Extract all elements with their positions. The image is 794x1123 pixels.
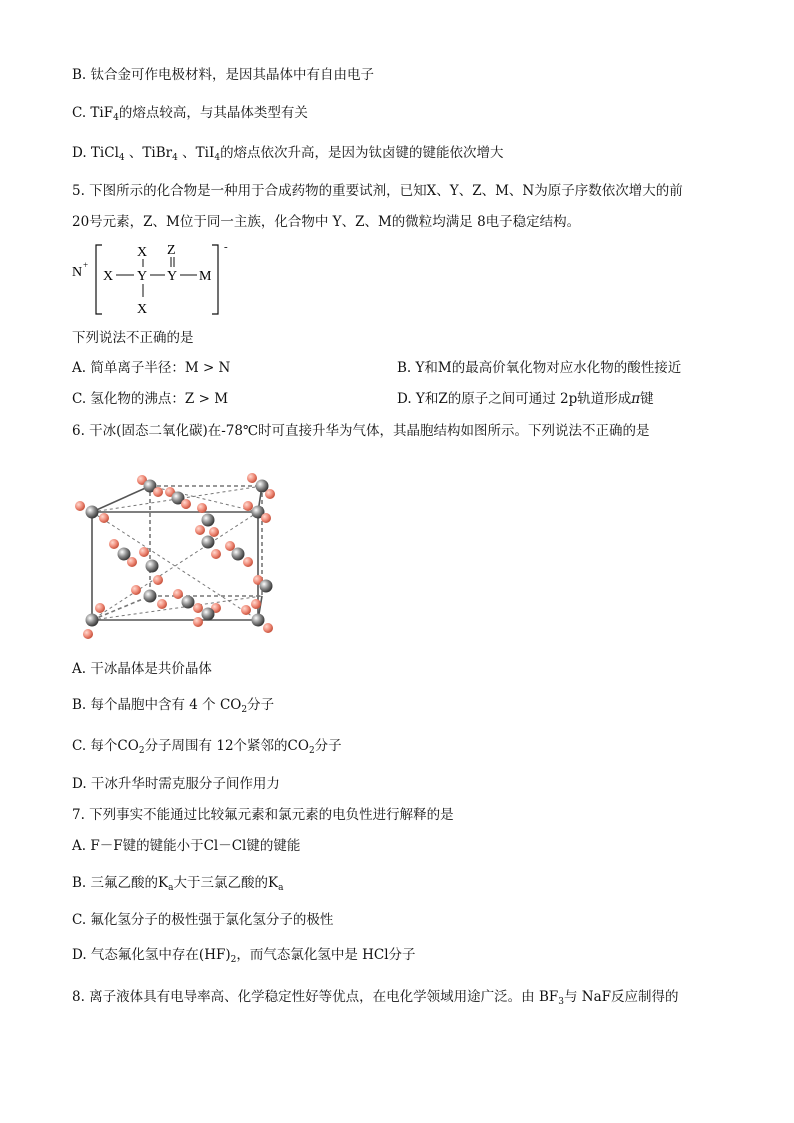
q5-option-c: C. 氢化物的沸点：Z > M [72,391,229,407]
q6-option-b: B. 每个晶胞中含有 4 个 $CO_2$分子 [72,697,275,715]
q7-option-d: D. 气态氟化氢中存在$(HF)_2$，而气态氯化氢中是 HCl分子 [72,947,416,965]
q7-option-b: B. 三氟乙酸的$K_a$大于三氯乙酸的$K_a$ [72,875,284,893]
atom-y-right: Y [167,269,178,284]
atom-x-bottom: X [137,302,148,317]
q6-option-d: D. 干冰升华时需克服分子间作用力 [72,776,280,792]
q7-stem: 7. 下列事实不能通过比较氟元素和氯元素的电负性进行解释的是 [72,807,454,823]
q4-option-d: D. TiCl$_4$ 、TiBr$_4$ 、TiI$_4$的熔点依次升高，是因为钛卤键的键能依次增大 [72,145,504,163]
bracket-right [212,245,218,314]
q6-option-c: C. 每个$CO_2$分子周围有 12个紧邻的$CO_2$分子 [72,738,342,756]
q7-option-a: A. F－F键的键能小于Cl－Cl键的键能 [72,838,301,854]
q5-option-a: A. 简单离子半径：M > N [72,360,231,376]
q4-option-b: B. 钛合金可作电极材料，是因其晶体中有自由电子 [72,67,375,83]
q6-option-a: A. 干冰晶体是共价晶体 [72,661,212,677]
atom-x-left: X [103,269,114,284]
q7-option-c: C. 氟化氢分子的极性强于氯化氢分子的极性 [72,912,334,928]
q4-option-c: C. TiF$_4$的熔点较高，与其晶体类型有关 [72,105,308,123]
dry-ice-unit-cell-figure [70,468,282,646]
anion-charge: - [224,241,228,253]
cation-n: N [72,265,83,280]
q5-option-d: D. Y和Z的原子之间可通过 2p轨道形成π键 [397,391,654,407]
q8-stem: 8. 离子液体具有电导率高、化学稳定性好等优点，在电化学领域用途广泛。由 $BF_3$与 NaF反应制得的 [72,989,679,1007]
cation-charge: + [83,260,89,270]
q5-stem-line2: 20号元素，Z、M位于同一主族，化合物中 Y、Z、M的微粒均满足 8电子稳定结构。 [72,214,581,230]
bracket-left [96,245,102,314]
q5-ask: 下列说法不正确的是 [72,330,194,346]
q6-stem: 6. 干冰(固态二氧化碳)在-78℃时可直接升华为气体，其晶胞结构如图所示。下列说法不正确的是 [72,423,650,439]
q5-structure-diagram [66,236,246,322]
q5-option-b: B. Y和M的最高价氧化物对应水化物的酸性接近 [397,360,682,376]
q5-stem-line1: 5. 下图所示的化合物是一种用于合成药物的重要试剂，已知X、Y、Z、M、N为原子序数依次增大的前 [72,183,683,199]
atom-x-top: X [137,245,148,260]
atom-y-center: Y [137,269,148,284]
atom-m: M [199,269,212,284]
atom-z-top: Z [167,243,176,258]
